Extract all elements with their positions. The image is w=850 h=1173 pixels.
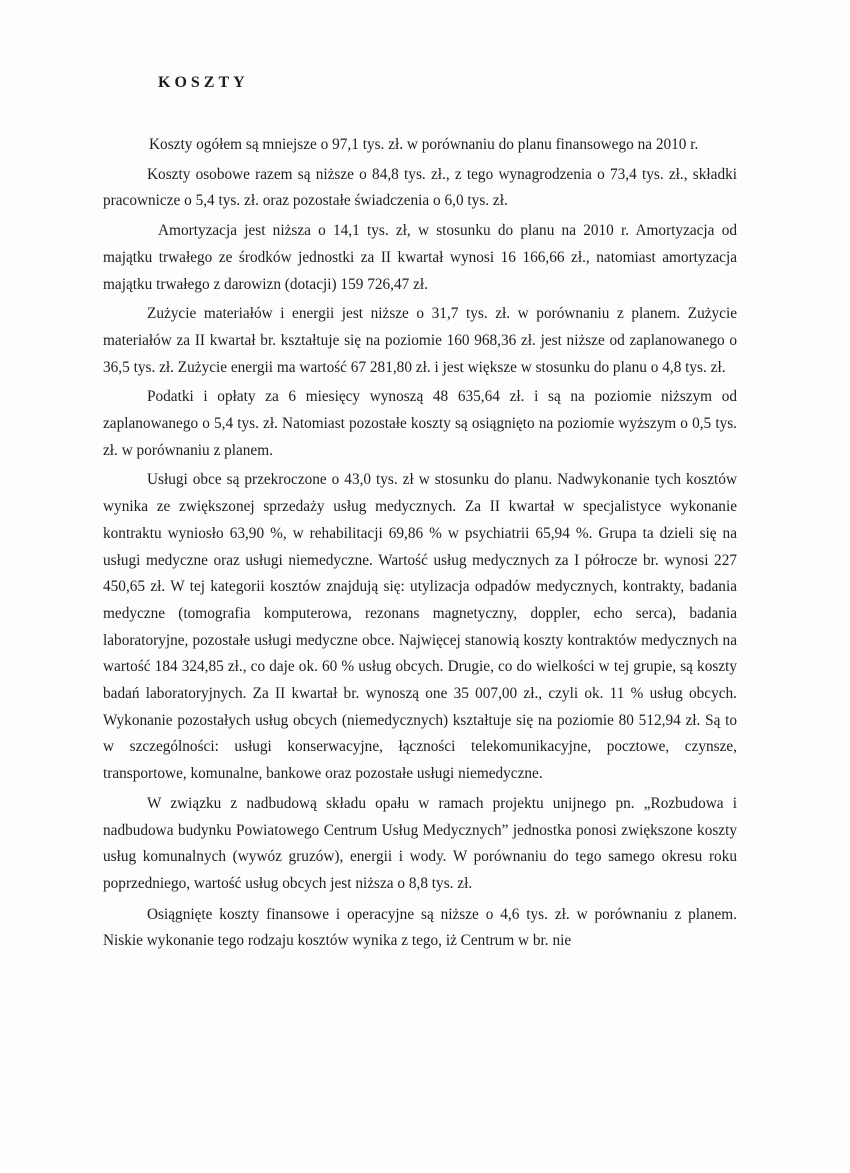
paragraph-personnel-costs: Koszty osobowe razem są niższe o 84,8 tys. zł., z tego wynagrodzenia o 73,4 tys. zł., składki pracownicze o 5,4 tys. zł. oraz pozostałe świadczenia o 6,0 tys. zł. <box>103 165 737 210</box>
paragraph-depreciation: Amortyzacja jest niższa o 14,1 tys. zł, w stosunku do planu na 2010 r. Amortyzacja od majątku trwałego ze środków jednostki za II kwartał wynosi 16 166,66 zł., natomiast amortyzacja majątku trwałego z darowizn (dotacji) 159 726,47 zł. <box>103 222 737 293</box>
paragraph-materials-energy: Zużycie materiałów i energii jest niższe o 31,7 tys. zł. w porównaniu z planem. Zużycie materiałów za II kwartał br. kształtuje się na poziomie 160 968,36 zł. jest niższe od zaplanowanego o 36,5 tys. zł. Zużycie energii ma wartość 67 281,80 zł. i jest większe w stosunku do planu o 4,8 tys. zł. <box>103 305 737 376</box>
paragraph-taxes-fees: Podatki i opłaty za 6 miesięcy wynoszą 48 635,64 zł. i są na poziomie niższym od zaplanowanego o 5,4 tys. zł. Natomiast pozostałe koszty są osiągnięto na poziomie wyższym o 0,5 tys. zł. w porównaniu z planem. <box>103 388 737 459</box>
document-title: KOSZTY <box>158 74 249 91</box>
document-body <box>103 132 737 958</box>
paragraph-construction-project: W związku z nadbudową składu opału w ramach projektu unijnego pn. „Rozbudowa i nadbudowa budynku Powiatowego Centrum Usług Medycznych” jednostka ponosi zwiększone koszty usług komunalnych (wywóz gruzów), energii i wody. W porównaniu do tego samego okresu roku poprzedniego, wartość usług obcych jest niższa o 8,8 tys. zł. <box>103 794 737 892</box>
paragraph-external-services: Usługi obce są przekroczone o 43,0 tys. zł w stosunku do planu. Nadwykonanie tych kosztów wynika ze zwiększonej sprzedaży usług medycznych. Za II kwartał w specjalistyce wykonanie kontraktu wyniosło 63,90 %, w rehabilitacji 69,86 % w psychiatrii 65,94 %. Grupa ta dzieli się na usługi medyczne oraz usługi niemedyczne. Wartość usług medycznych za I półrocze br. wynosi 227 450,65 zł. W tej kategorii kosztów znajdują się: utylizacja odpadów medycznych, kontrakty, badania medyczne (tomografia komputerowa, rezonans magnetyczny, doppler, echo serca), badania laboratoryjne, pozostałe usługi medyczne obce. Najwięcej stanowią koszty kontraktów medycznych na wartość 184 324,85 zł., co daje ok. 60 % usług obcych. Drugie, co do wielkości w tej grupie, są koszty badań laboratoryjnych. Za II kwartał br. wynoszą one 35 007,00 zł., czyli ok. 11 % usług obcych. Wykonanie pozostałych usług obcych (niemedycznych) kształtuje się na poziomie 80 512,94 zł. Są to w szczególności: usługi konserwacyjne, łączności telekomunikacyjne, pocztowe, czynsze, transportowe, komunalne, bankowe oraz pozostałe usługi niemedyczne. <box>103 471 737 783</box>
paragraph-total-costs: Koszty ogółem są mniejsze o 97,1 tys. zł. w porównaniu do planu finansowego na 2010 r. <box>149 136 699 153</box>
paragraph-financial-operating-costs: Osiągnięte koszty finansowe i operacyjne są niższe o 4,6 tys. zł. w porównaniu z planem. Niskie wykonanie tego rodzaju kosztów wynika z tego, iż Centrum w br. nie <box>103 905 737 950</box>
